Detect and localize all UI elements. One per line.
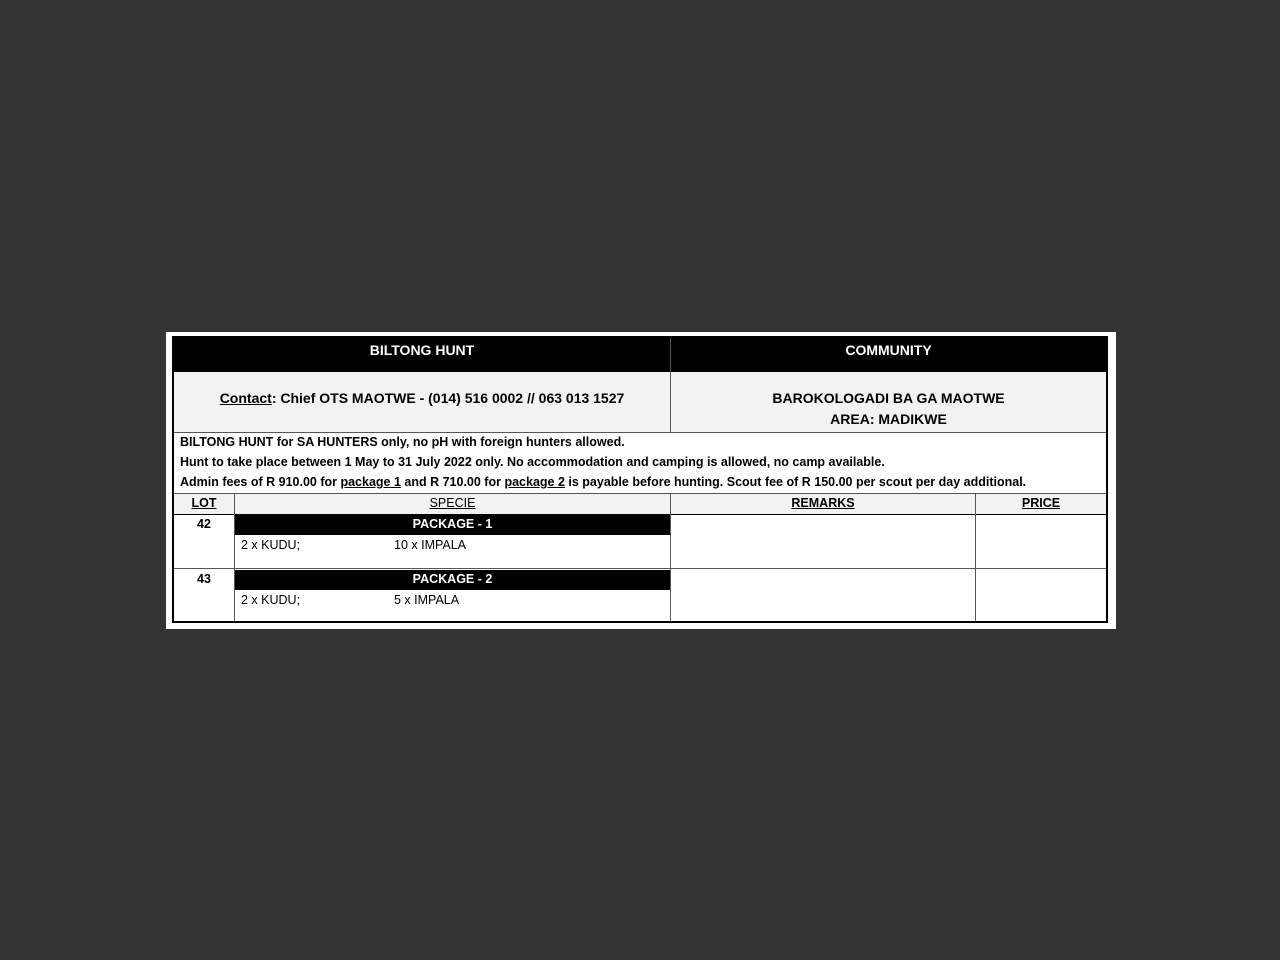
column-remarks: REMARKS <box>791 496 855 510</box>
document-page <box>166 332 1116 629</box>
contact-label: Contact <box>219 390 272 406</box>
row-43-species-impala: 5 x IMPALA <box>394 593 460 607</box>
package-1-ref: package 1 <box>340 475 401 489</box>
column-price: PRICE <box>1021 496 1061 510</box>
header-community <box>671 338 1106 372</box>
note-line-1: BILTONG HUNT for SA HUNTERS only, no pH with foreign hunters allowed. <box>180 435 625 449</box>
column-lot: LOT <box>191 496 217 510</box>
community-name: BAROKOLOGADI BA GA MAOTWE <box>772 390 1005 406</box>
row-42-species-impala: 10 x IMPALA <box>394 538 467 552</box>
contact-text: : Chief OTS MAOTWE - (014) 516 0002 // 063 013 1527 <box>271 390 625 406</box>
note-line-2: Hunt to take place between 1 May to 31 July 2022 only. No accommodation and camping is allowed, no camp available. <box>180 455 885 469</box>
community-area: AREA: MADIKWE <box>830 411 947 427</box>
row-42-species-kudu: 2 x KUDU; <box>241 538 301 552</box>
community-cell <box>671 372 1106 432</box>
row-43-lot: 43 <box>197 572 211 586</box>
column-specie: SPECIE <box>429 496 476 510</box>
header-biltong-hunt <box>174 338 670 372</box>
row-42-package: PACKAGE - 1 <box>235 515 670 535</box>
header-left-title: BILTONG HUNT <box>369 342 475 358</box>
package-2-ref: package 2 <box>504 475 565 489</box>
lot-table <box>172 336 1108 623</box>
row-42-lot: 42 <box>197 517 211 531</box>
row-43-species-kudu: 2 x KUDU; <box>241 593 301 607</box>
row-43-package: PACKAGE - 2 <box>235 570 670 590</box>
header-right-title: COMMUNITY <box>845 342 932 358</box>
note-line-3: Admin fees of R 910.00 for package 1 and R 710.00 for package 2 is payable before hunting. Scout fee of R 150.00 per scout per day additional. <box>180 475 1027 489</box>
contact-cell <box>174 372 670 432</box>
